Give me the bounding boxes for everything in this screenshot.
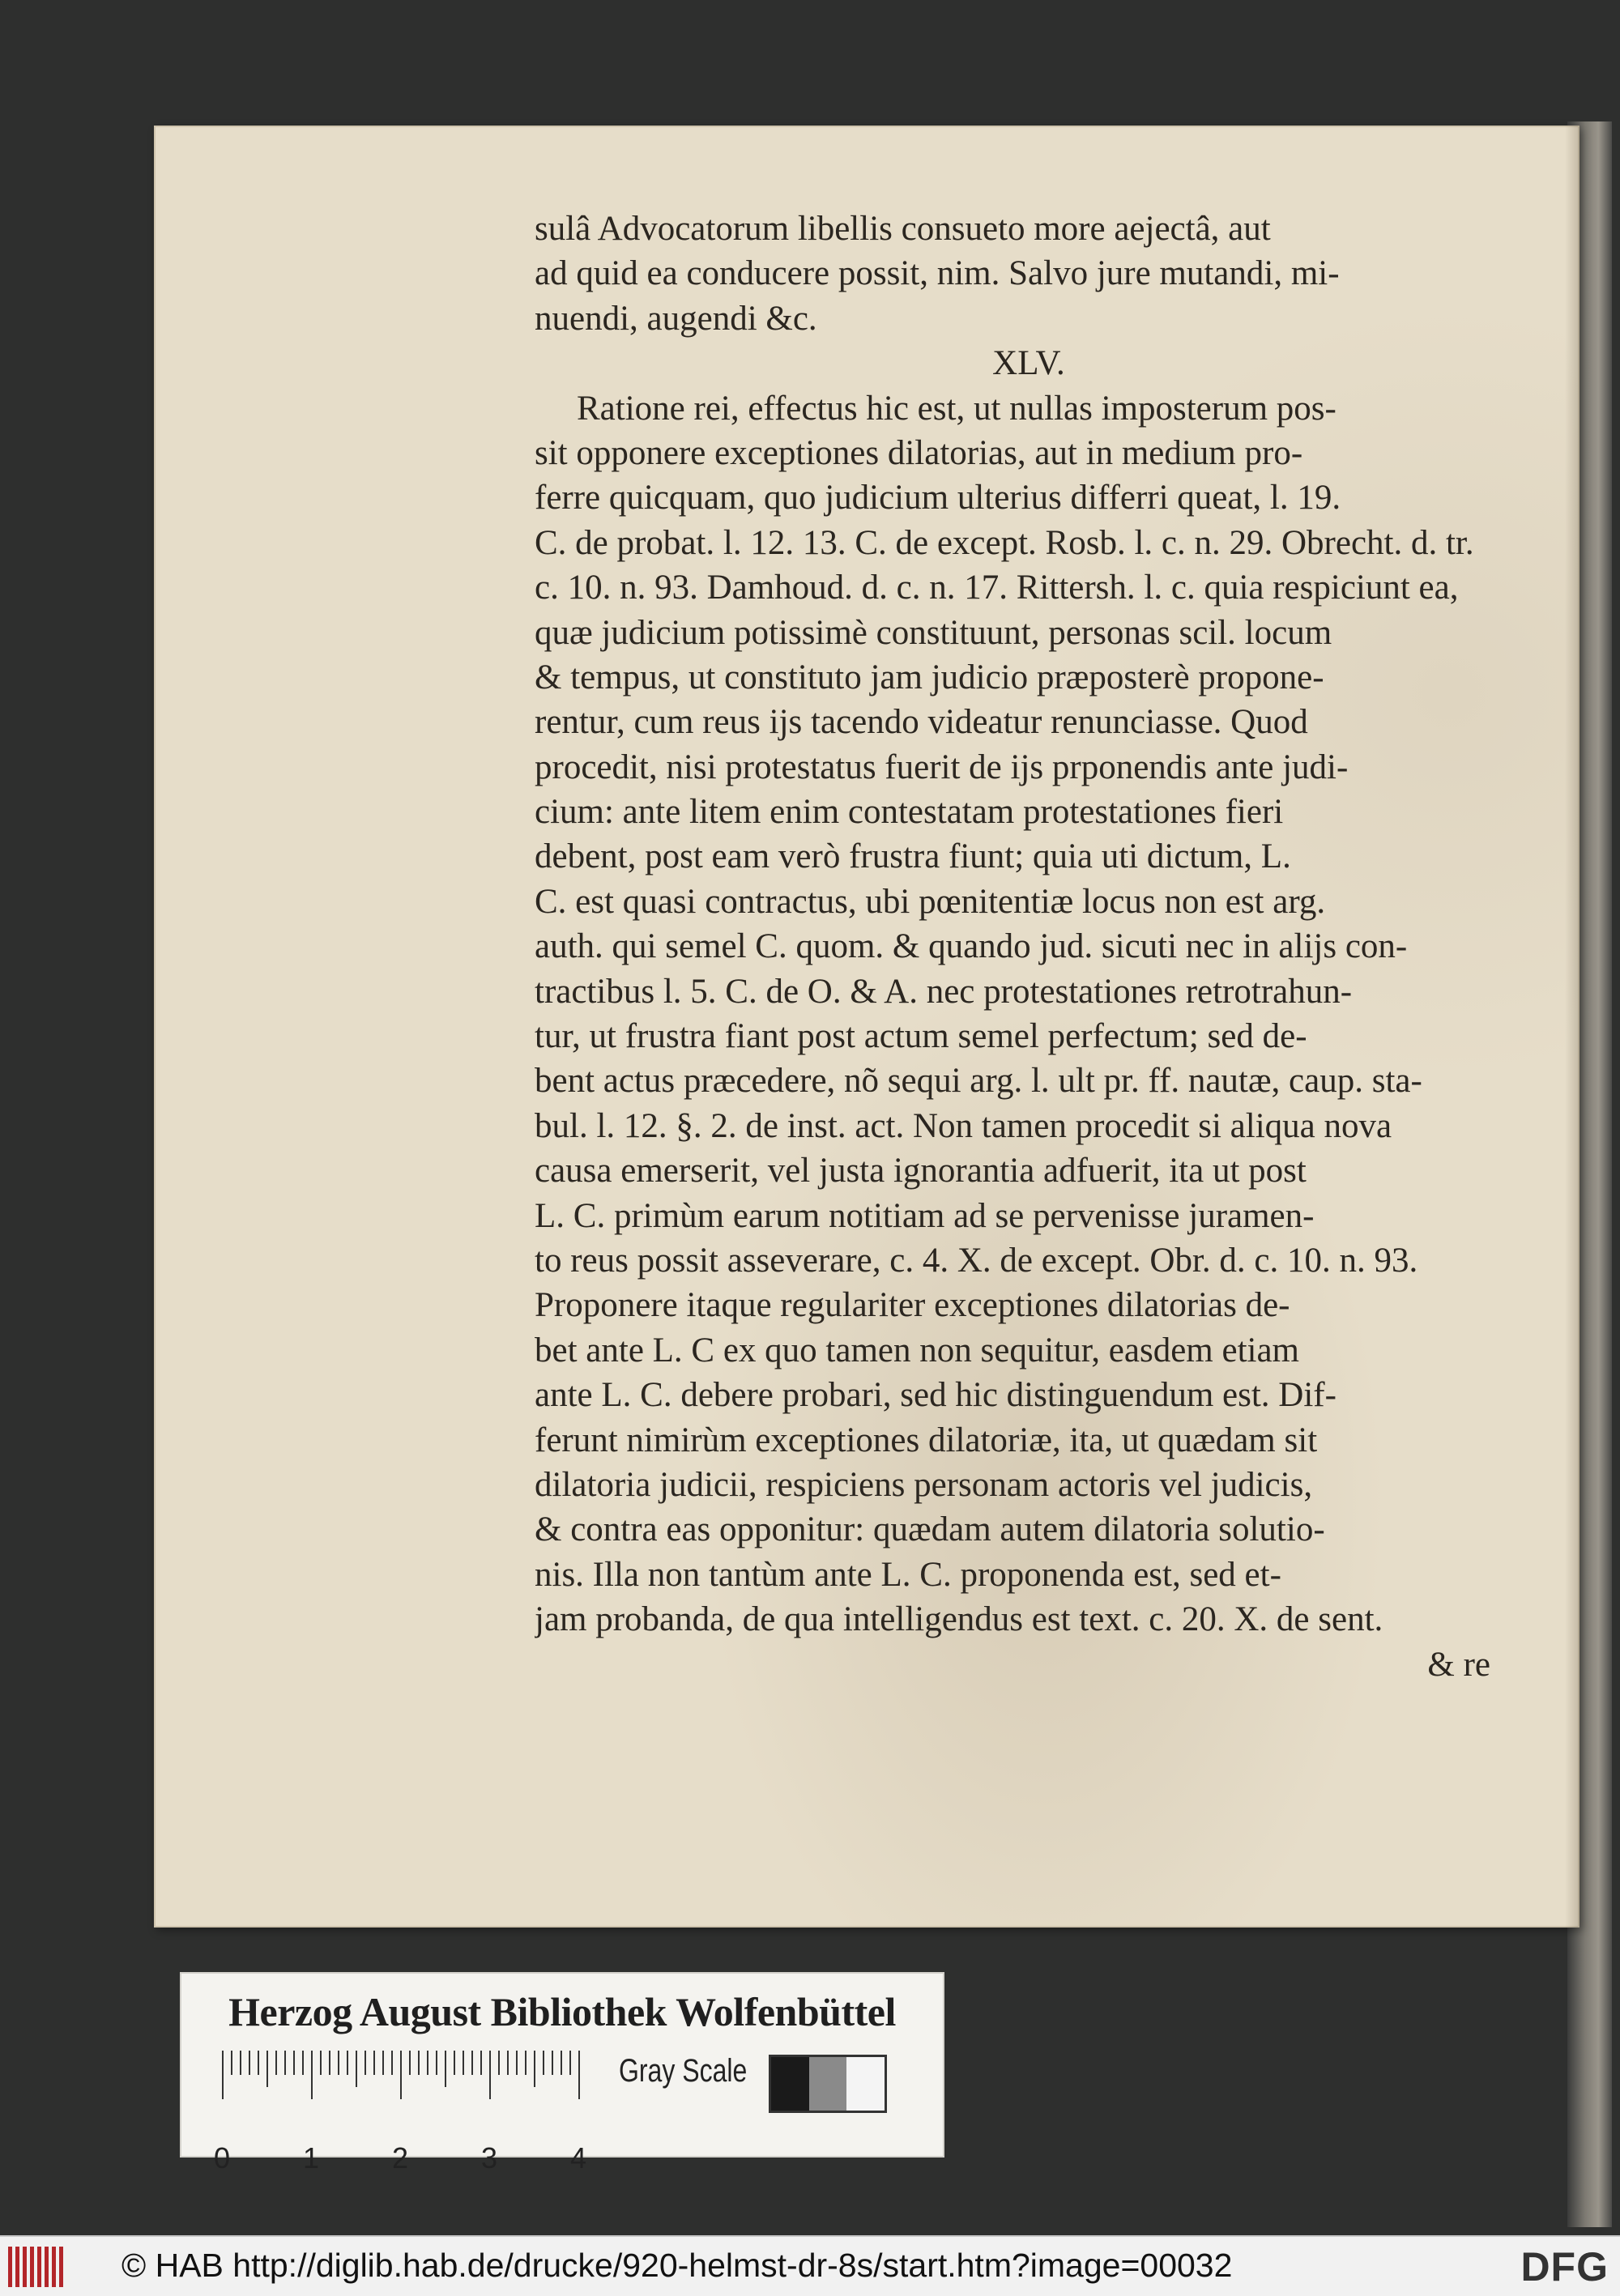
text-line: rentur, cum reus ijs tacendo videatur renunciasse. Quod <box>535 703 1308 742</box>
ruler-tick <box>525 2051 526 2075</box>
text-line: cium: ante litem enim contestatam protestationes fieri <box>535 793 1284 832</box>
ruler-tick <box>222 2051 224 2099</box>
ruler-tick <box>578 2051 580 2099</box>
text-line: C. est quasi contractus, ubi pœnitentiæ locus non est arg. <box>535 882 1326 921</box>
text-line: sulâ Advocatorum libellis consueto more aejectâ, aut <box>535 210 1271 248</box>
text-line: ferre quicquam, quo judicium ulterius differri queat, l. 19. <box>535 479 1341 518</box>
ruler-tick <box>534 2051 535 2087</box>
ruler-tick <box>569 2051 571 2075</box>
color-scale-card <box>180 1972 944 2175</box>
ruler-tick <box>400 2051 402 2099</box>
text-line: C. de probat. l. 12. 13. C. de except. Rosb. l. c. n. 29. Obrecht. d. tr. <box>535 523 1474 562</box>
ruler-tick <box>436 2051 437 2075</box>
text-line: dilatoria judicii, respiciens personam actoris vel judicis, <box>535 1465 1313 1504</box>
ruler-tick <box>454 2051 455 2075</box>
ruler-tick <box>329 2051 330 2075</box>
text-line: & re <box>1427 1645 1490 1684</box>
ruler-tick <box>284 2051 286 2075</box>
text-line: to reus possit asseverare, c. 4. X. de except. Obr. d. c. 10. n. 93. <box>535 1241 1418 1280</box>
text-line: c. 10. n. 93. Damhoud. d. c. n. 17. Rittersh. l. c. quia respiciunt ea, <box>535 569 1459 607</box>
ruler-tick <box>258 2051 259 2075</box>
ruler-tick <box>338 2051 339 2075</box>
dfg-logo: DFG <box>1520 2244 1609 2290</box>
text-line: ad quid ea conducere possit, nim. Salvo jure mutandi, mi- <box>535 254 1340 293</box>
section-heading: XLV. <box>992 344 1065 383</box>
ruler-tick <box>489 2051 491 2099</box>
ruler-tick <box>266 2051 268 2087</box>
ruler-tick <box>364 2051 366 2075</box>
text-line: bent actus præcedere, nõ sequi arg. l. ult pr. ff. nautæ, caup. sta- <box>535 1062 1422 1101</box>
text-line: & tempus, ut constituto jam judicio præposterè propone- <box>535 658 1324 696</box>
ruler-tick <box>320 2051 322 2075</box>
text-line: Proponere itaque regulariter exceptiones dilatorias de- <box>535 1286 1290 1325</box>
text-line: L. C. primùm earum notitiam ad se pervenisse juramen- <box>535 1196 1315 1235</box>
text-line: ferunt nimirùm exceptiones dilatoriæ, ita, ut quædam sit <box>535 1421 1318 1459</box>
text-line: & contra eas opponitur: quædam autem dilatoria solutio- <box>535 1510 1325 1549</box>
copyright-url[interactable]: © HAB http://diglib.hab.de/drucke/920-helmst-dr-8s/start.htm?image=00032 <box>122 2247 1233 2284</box>
text-line: nis. Illa non tantùm ante L. C. proponenda est, sed et- <box>535 1555 1281 1594</box>
ruler-tick <box>471 2051 473 2075</box>
ruler-tick <box>427 2051 428 2075</box>
ruler-tick <box>543 2051 544 2075</box>
ruler-tick <box>507 2051 509 2075</box>
ruler-tick <box>356 2051 357 2087</box>
ruler-tick <box>293 2051 295 2075</box>
ruler-tick <box>275 2051 277 2075</box>
text-line: debent, post eam verò frustra fiunt; quia uti dictum, L. <box>535 837 1291 876</box>
ruler-tick <box>249 2051 250 2075</box>
ruler-tick <box>311 2051 313 2099</box>
gray-scale-swatches <box>769 2055 887 2113</box>
measurement-ruler <box>213 2051 627 2175</box>
gray-swatch <box>809 2057 847 2111</box>
text-line: procedit, nisi protestatus fuerit de ijs prponendis ante judi- <box>535 748 1349 786</box>
ruler-number: 2 <box>391 2141 409 2175</box>
ruler-tick <box>240 2051 241 2075</box>
text-line: bet ante L. C ex quo tamen non sequitur, easdem etiam <box>535 1331 1300 1370</box>
ruler-tick <box>552 2051 553 2075</box>
text-line: jam probanda, de qua intelligendus est text. c. 20. X. de sent. <box>535 1600 1383 1639</box>
ruler-number: 0 <box>213 2141 231 2175</box>
page-fold-shadow <box>1565 126 1580 1928</box>
ruler-number: 4 <box>569 2141 587 2175</box>
text-line: bul. l. 12. §. 2. de inst. act. Non tamen procedit si aliqua nova <box>535 1106 1392 1145</box>
gray-swatch <box>846 2057 885 2111</box>
text-line: tractibus l. 5. C. de O. & A. nec protestationes retrotrahun- <box>535 972 1353 1011</box>
ruler-tick <box>498 2051 500 2075</box>
text-line: auth. qui semel C. quom. & quando jud. sicuti nec in alijs con- <box>535 927 1408 966</box>
ruler-number: 1 <box>302 2141 320 2175</box>
text-line: Ratione rei, effectus hic est, ut nullas imposterum pos- <box>577 389 1336 428</box>
book-page <box>154 126 1580 1928</box>
ruler-tick <box>382 2051 384 2075</box>
page-text-block <box>535 207 1490 1687</box>
barcode-icon <box>8 2247 66 2287</box>
ruler-tick <box>516 2051 518 2075</box>
ruler-tick <box>347 2051 348 2075</box>
ruler-tick <box>445 2051 446 2087</box>
text-line: causa emerserit, vel justa ignorantia adfuerit, ita ut post <box>535 1152 1307 1191</box>
ruler-tick <box>463 2051 464 2075</box>
text-line: quæ judicium potissimè constituunt, personas scil. locum <box>535 613 1332 652</box>
ruler-tick <box>231 2051 232 2075</box>
library-name: Herzog August Bibliothek Wolfenbüttel <box>228 1989 896 2034</box>
text-line: tur, ut frustra fiant post actum semel perfectum; sed de- <box>535 1017 1307 1056</box>
ruler-tick <box>418 2051 420 2075</box>
ruler-tick <box>409 2051 411 2075</box>
text-line: ante L. C. debere probari, sed hic distinguendum est. Dif- <box>535 1376 1336 1415</box>
text-line: sit opponere exceptiones dilatorias, aut in medium pro- <box>535 433 1303 472</box>
ruler-tick <box>302 2051 304 2075</box>
ruler-tick <box>373 2051 375 2075</box>
ruler-tick <box>480 2051 482 2075</box>
gray-swatch <box>771 2057 809 2111</box>
text-line: nuendi, augendi &c. <box>535 299 817 338</box>
ruler-tick <box>561 2051 562 2075</box>
footer-bar <box>0 2235 1620 2296</box>
ruler-tick <box>391 2051 393 2075</box>
ruler-number: 3 <box>480 2141 498 2175</box>
gray-scale-label: Gray Scale <box>619 2053 748 2089</box>
